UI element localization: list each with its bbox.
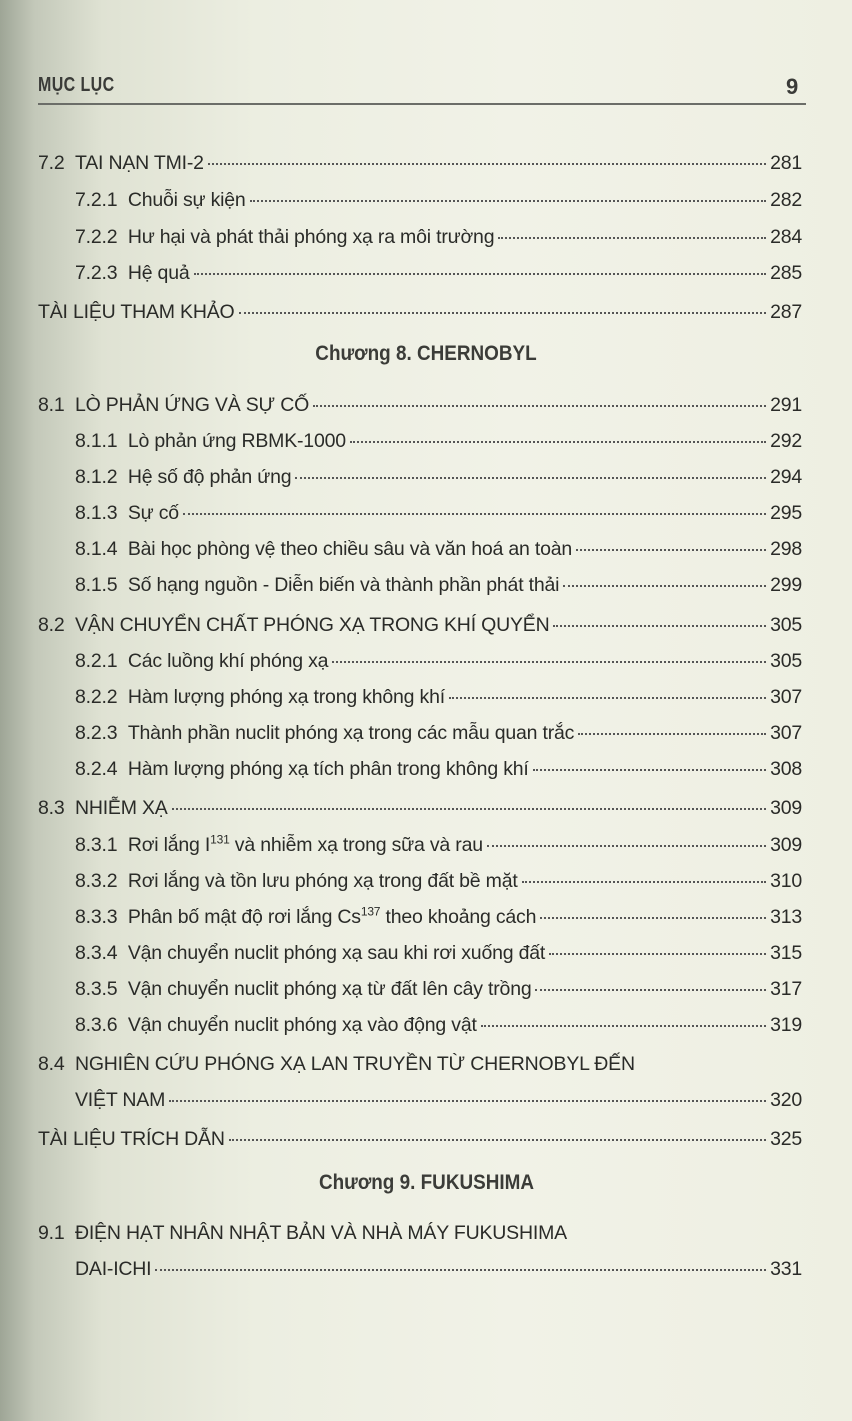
entry-title: TÀI LIỆU THAM KHẢO <box>38 301 235 323</box>
entry-title: Hàm lượng phóng xạ tích phân trong không khí <box>127 758 529 780</box>
header-rule <box>38 103 806 105</box>
toc-entry <box>38 500 802 526</box>
entry-page: 325 <box>770 1128 802 1150</box>
entry-title: Vận chuyển nuclit phóng xạ sau khi rơi xuống đất <box>127 942 546 964</box>
dot-leader <box>522 881 766 883</box>
entry-number: 8.2.3 <box>75 722 128 744</box>
entry-number: 8.2.2 <box>75 686 128 708</box>
entry-title: Phân bố mật độ rơi lắng Cs$^{137}$ theo khoảng cách <box>127 904 537 928</box>
entry-number: 8.3 <box>38 797 75 819</box>
toc-entry <box>38 904 802 930</box>
dot-leader <box>576 549 766 551</box>
entry-number: 8.1.4 <box>75 538 128 560</box>
toc-entry <box>38 187 802 213</box>
entry-title: Bài học phòng vệ theo chiều sâu và văn hoá an toàn <box>127 538 573 560</box>
entry-title: NGHIÊN CỨU PHÓNG XẠ LAN TRUYỀN TỪ CHERNOBYL ĐẾN <box>74 1053 635 1075</box>
toc-entry <box>38 940 802 966</box>
dot-leader <box>313 405 766 407</box>
entry-page: 292 <box>770 430 802 452</box>
entry-number: 7.2 <box>38 152 75 174</box>
toc-entry <box>38 299 802 325</box>
entry-page: 305 <box>770 614 802 636</box>
entry-title: Lò phản ứng RBMK-1000 <box>127 430 346 452</box>
entry-title: TÀI LIỆU TRÍCH DẪN <box>38 1128 225 1150</box>
entry-number: 8.2 <box>38 614 75 636</box>
entry-title: Số hạng nguồn - Diễn biến và thành phần phát thải <box>127 574 560 596</box>
chapter-title: Chương 8. CHERNOBYL <box>315 342 537 365</box>
toc-entry <box>38 756 802 782</box>
entry-title: NHIỄM XẠ <box>74 797 168 819</box>
entry-title-continuation: DAI-ICHI <box>75 1258 152 1280</box>
entry-number: 8.3.5 <box>75 978 128 1000</box>
entry-title: Thành phần nuclit phóng xạ trong các mẫu quan trắc <box>127 722 575 744</box>
entry-title: Rơi lắng $I^{131}$ và nhiễm xạ trong sữa và rau <box>127 832 483 856</box>
entry-number: 9.1 <box>38 1222 75 1244</box>
entry-title: Hệ số độ phản ứng <box>127 466 292 488</box>
dot-leader <box>239 312 767 314</box>
entry-title: Vận chuyển nuclit phóng xạ vào động vật <box>127 1014 477 1036</box>
superscript: 131 <box>210 832 230 847</box>
entry-page: 317 <box>770 978 802 1000</box>
dot-leader <box>250 200 766 202</box>
entry-title: Rơi lắng và tồn lưu phóng xạ trong đất bề mặt <box>127 870 518 892</box>
toc-entry <box>38 648 802 674</box>
entry-number: 7.2.2 <box>75 226 128 248</box>
dot-leader <box>295 477 766 479</box>
toc-entry <box>38 1126 802 1152</box>
toc-entry <box>38 720 802 746</box>
entry-title: LÒ PHẢN ỨNG VÀ SỰ CỐ <box>74 394 310 416</box>
dot-leader <box>578 733 766 735</box>
entry-title: Hệ quả <box>127 262 190 284</box>
running-header-title: MỤC LỤC <box>38 74 115 96</box>
toc-entry <box>38 572 802 598</box>
dot-leader <box>487 845 766 847</box>
dot-leader <box>498 237 766 239</box>
dot-leader <box>169 1100 766 1102</box>
entry-page: 294 <box>770 466 802 488</box>
entry-page: 309 <box>770 834 802 856</box>
entry-page: 291 <box>770 394 802 416</box>
entry-number: 8.1.1 <box>75 430 128 452</box>
entry-page: 319 <box>770 1014 802 1036</box>
entry-number: 8.3.2 <box>75 870 128 892</box>
entry-page: 307 <box>770 686 802 708</box>
entry-number: 8.2.1 <box>75 650 128 672</box>
entry-title: Hư hại và phát thải phóng xạ ra môi trường <box>127 226 495 248</box>
entry-page: 284 <box>770 226 802 248</box>
entry-page: 305 <box>770 650 802 672</box>
entry-page: 308 <box>770 758 802 780</box>
dot-leader <box>540 917 766 919</box>
dot-leader <box>563 585 766 587</box>
toc-entry <box>38 536 802 562</box>
toc-entry <box>38 868 802 894</box>
entry-number: 8.2.4 <box>75 758 128 780</box>
toc-entry <box>38 150 802 176</box>
dot-leader <box>229 1139 766 1141</box>
entry-title: Vận chuyển nuclit phóng xạ từ đất lên cây trồng <box>127 978 532 1000</box>
entry-title-continuation: VIỆT NAM <box>75 1089 166 1111</box>
toc-entry <box>38 428 802 454</box>
dot-leader <box>332 661 766 663</box>
toc-entry <box>38 1051 802 1077</box>
entry-number: 8.1.2 <box>75 466 128 488</box>
dot-leader <box>172 808 766 810</box>
entry-page: 309 <box>770 797 802 819</box>
entry-page: 299 <box>770 574 802 596</box>
entry-number: 8.1.3 <box>75 502 128 524</box>
entry-title: ĐIỆN HẠT NHÂN NHẬT BẢN VÀ NHÀ MÁY FUKUSHIMA <box>74 1222 567 1244</box>
dot-leader <box>350 441 766 443</box>
chapter-heading <box>0 1171 852 1195</box>
entry-page: 313 <box>770 906 802 928</box>
entry-title: Các luồng khí phóng xạ <box>127 650 329 672</box>
entry-page: 310 <box>770 870 802 892</box>
entry-page: 295 <box>770 502 802 524</box>
entry-page: 307 <box>770 722 802 744</box>
entry-title: Chuỗi sự kiện <box>127 189 246 211</box>
entry-title: Sự cố <box>127 502 179 524</box>
dot-leader <box>194 273 767 275</box>
entry-number: 7.2.1 <box>75 189 128 211</box>
entry-number: 8.3.3 <box>75 906 128 928</box>
dot-leader <box>535 989 766 991</box>
toc-entry-continuation <box>75 1256 802 1282</box>
entry-page: 285 <box>770 262 802 284</box>
dot-leader <box>183 513 766 515</box>
toc-entry <box>38 1012 802 1038</box>
toc-entry <box>38 795 802 821</box>
dot-leader <box>481 1025 766 1027</box>
entry-number: 7.2.3 <box>75 262 128 284</box>
superscript: 137 <box>360 904 381 919</box>
dot-leader <box>449 697 766 699</box>
entry-page: 320 <box>770 1089 802 1111</box>
dot-leader <box>155 1269 766 1271</box>
toc-entry <box>38 1220 802 1246</box>
toc-entry <box>38 464 802 490</box>
chapter-heading <box>0 342 852 366</box>
entry-number: 8.3.1 <box>75 834 128 856</box>
entry-number: 8.1.5 <box>75 574 128 596</box>
entry-title: TAI NẠN TMI-2 <box>74 152 204 174</box>
dot-leader <box>533 769 766 771</box>
dot-leader <box>549 953 766 955</box>
toc-entry <box>38 976 802 1002</box>
entry-title: VẬN CHUYỂN CHẤT PHÓNG XẠ TRONG KHÍ QUYỂN <box>74 614 550 636</box>
entry-number: 8.4 <box>38 1053 75 1075</box>
chapter-title: Chương 9. FUKUSHIMA <box>318 1171 534 1194</box>
entry-page: 298 <box>770 538 802 560</box>
toc-entry <box>38 224 802 250</box>
toc-entry <box>38 832 802 858</box>
dot-leader <box>208 163 766 165</box>
dot-leader <box>553 625 766 627</box>
entry-number: 8.1 <box>38 394 75 416</box>
toc-entry <box>38 260 802 286</box>
toc-entry <box>38 612 802 638</box>
entry-page: 331 <box>770 1258 802 1280</box>
entry-page: 287 <box>770 301 802 323</box>
entry-page: 281 <box>770 152 802 174</box>
entry-number: 8.3.4 <box>75 942 128 964</box>
toc-entry <box>38 392 802 418</box>
toc-entry-continuation <box>75 1087 802 1113</box>
page-number: 9 <box>786 74 799 99</box>
entry-page: 315 <box>770 942 802 964</box>
toc-entry <box>38 684 802 710</box>
entry-number: 8.3.6 <box>75 1014 128 1036</box>
entry-page: 282 <box>770 189 802 211</box>
entry-title: Hàm lượng phóng xạ trong không khí <box>127 686 445 708</box>
